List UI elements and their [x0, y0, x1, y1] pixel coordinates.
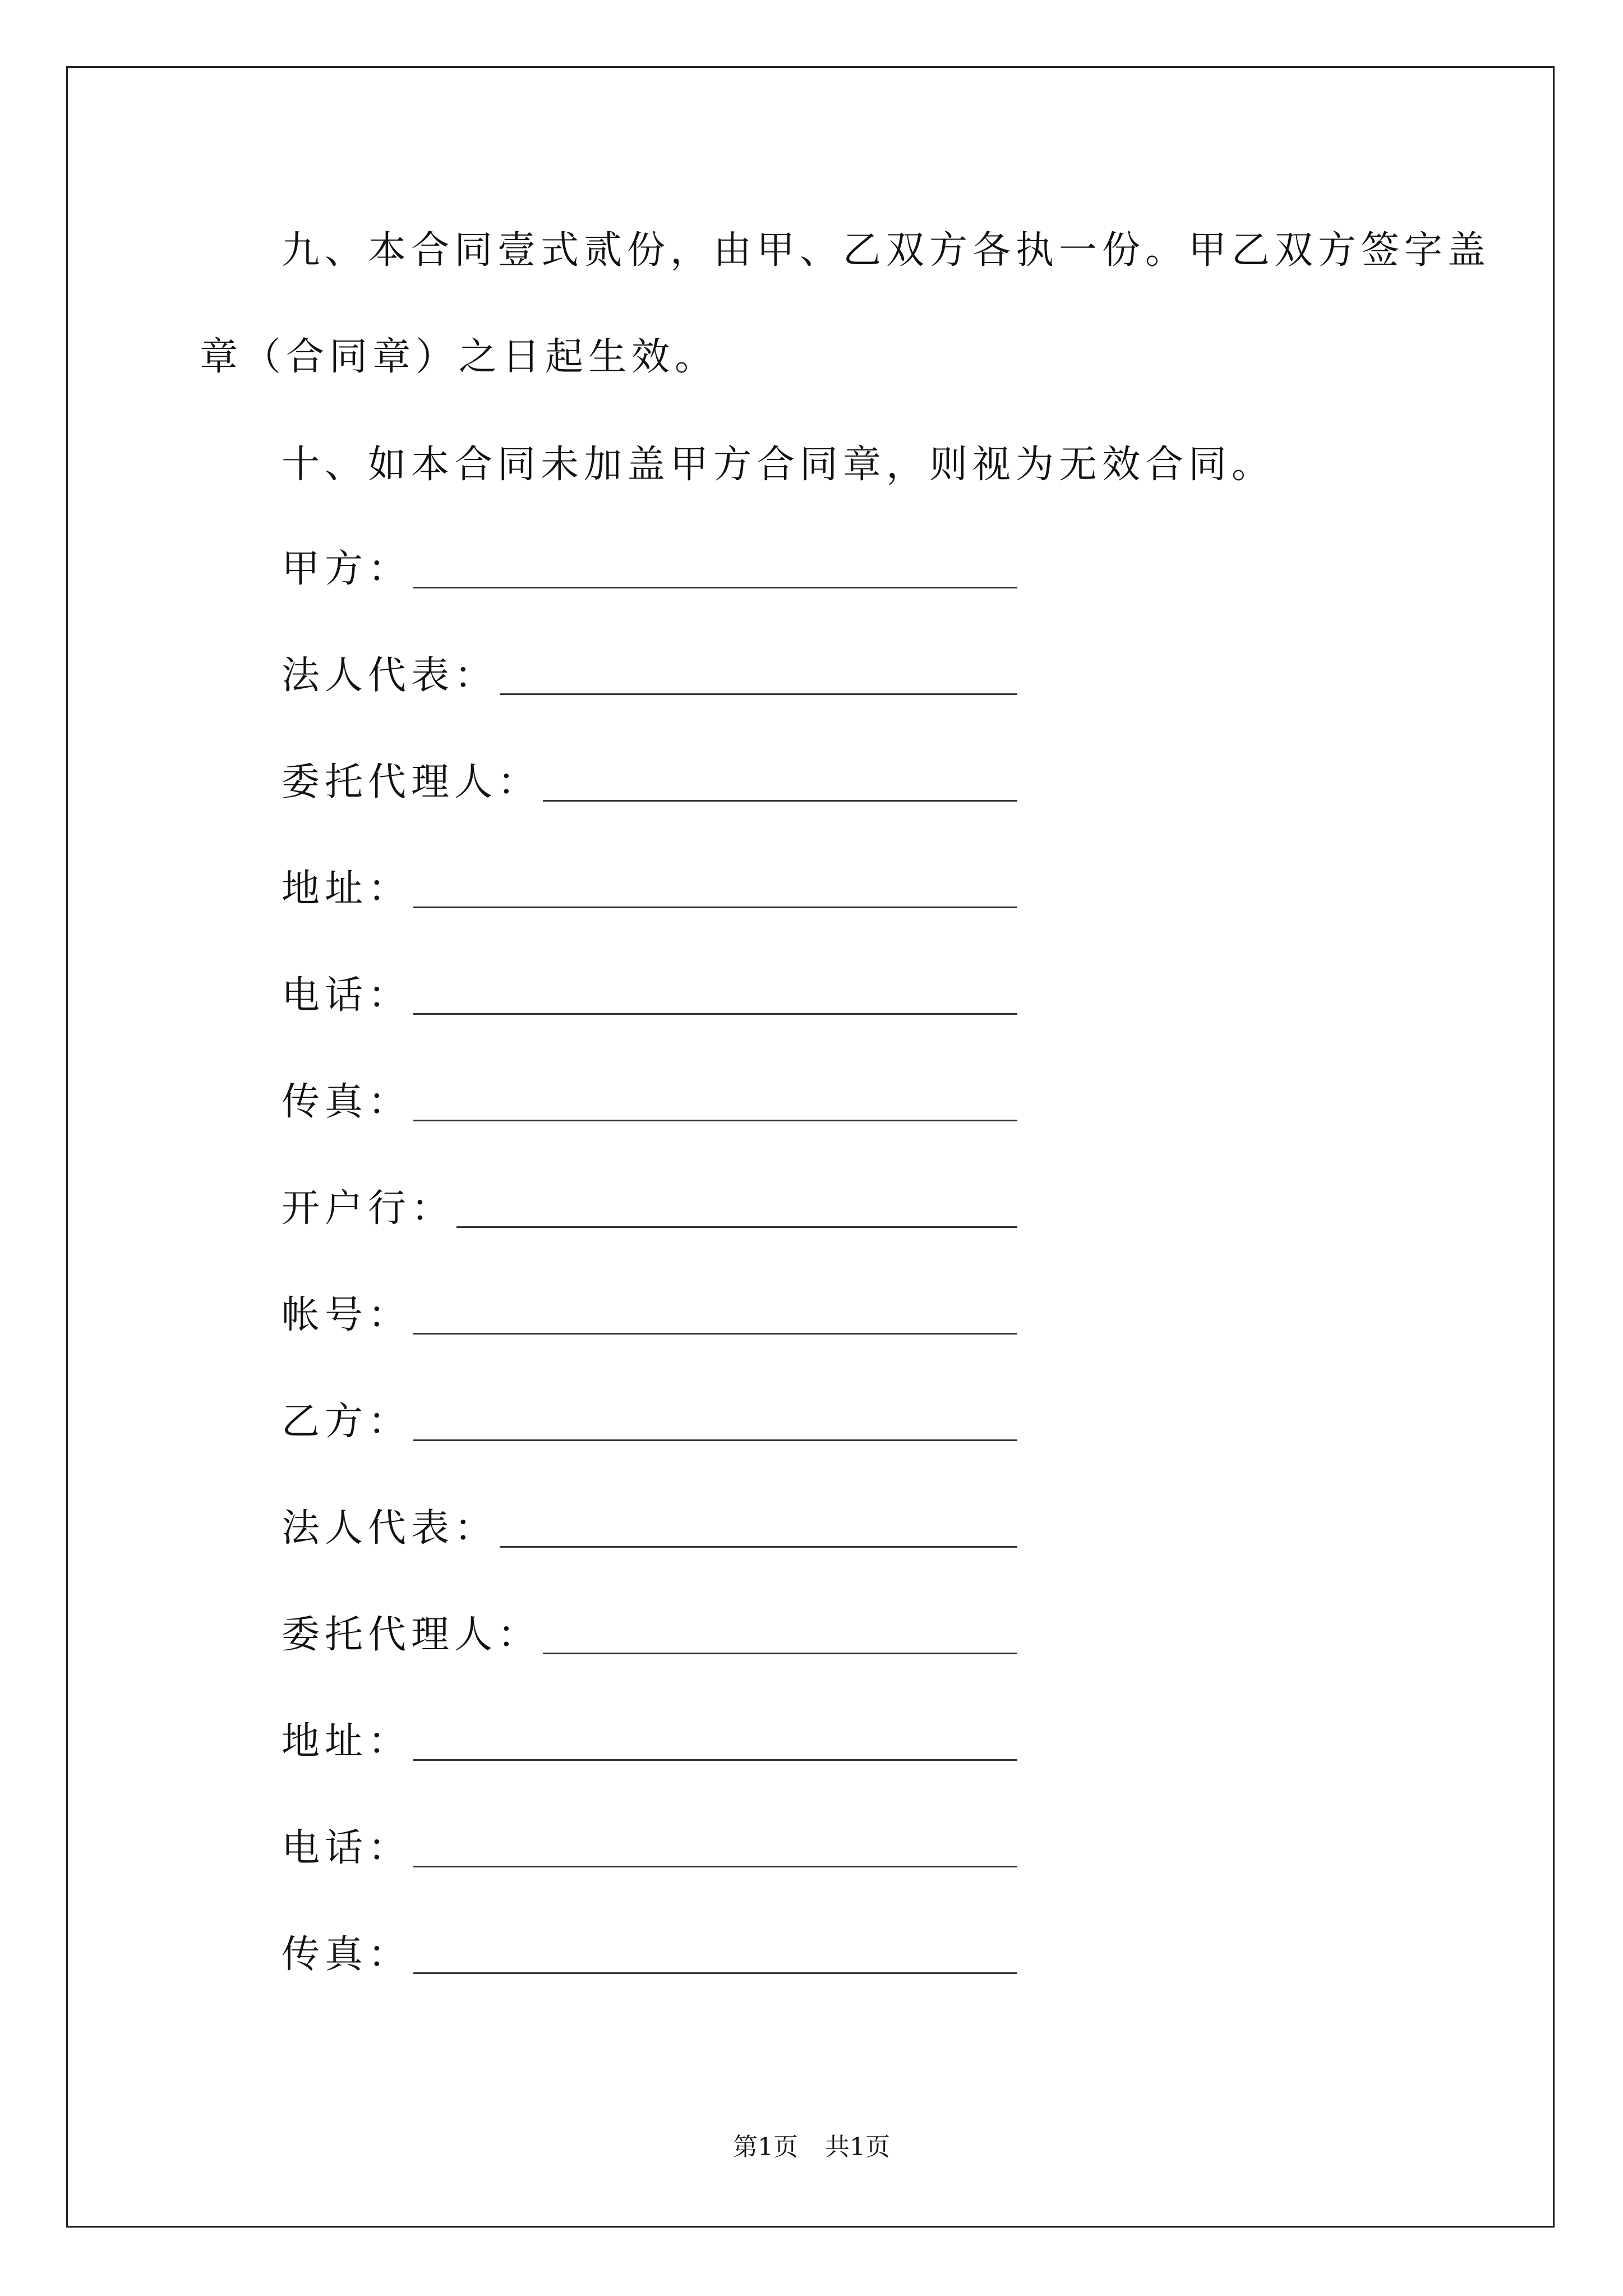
blank-line — [413, 1759, 1017, 1761]
field-label: 甲方： — [282, 547, 412, 591]
party-a-legal-rep-field — [282, 654, 1017, 698]
field-label: 地址： — [282, 1719, 412, 1764]
blank-line — [457, 1226, 1017, 1228]
page-number-current: 第1页 — [733, 2133, 798, 2161]
clause-nine-line-2: 章（合同章）之日起生效。 — [200, 335, 718, 379]
blank-line — [543, 800, 1017, 802]
party-b-legal-rep-field — [282, 1506, 1017, 1551]
page-number-total: 共1页 — [825, 2133, 890, 2161]
blank-line — [413, 587, 1017, 588]
party-a-field — [282, 547, 1017, 592]
blank-line — [413, 1013, 1017, 1015]
party-b-phone-field — [282, 1826, 1017, 1871]
party-a-fax-field — [282, 1080, 1017, 1125]
party-a-account-field — [282, 1293, 1017, 1338]
field-label: 传真： — [282, 1932, 412, 1977]
party-a-phone-field — [282, 973, 1017, 1018]
party-a-agent-field — [282, 760, 1017, 805]
blank-line — [413, 1866, 1017, 1867]
clause-ten: 十、如本合同未加盖甲方合同章，则视为无效合同。 — [282, 443, 1275, 487]
field-label: 法人代表： — [282, 654, 498, 698]
blank-line — [543, 1653, 1017, 1654]
party-b-address-field — [282, 1719, 1017, 1764]
clause-nine-line-1: 九、本合同壹式贰份，由甲、乙双方各执一份。甲乙双方签字盖 — [282, 228, 1491, 273]
field-label: 乙方： — [282, 1400, 412, 1444]
field-label: 传真： — [282, 1080, 412, 1124]
field-label: 开户行： — [282, 1186, 455, 1231]
party-b-field — [282, 1400, 1017, 1444]
blank-line — [500, 693, 1017, 695]
field-label: 电话： — [282, 1826, 412, 1870]
page-border — [66, 66, 1555, 2228]
field-label: 地址： — [282, 867, 412, 911]
party-b-fax-field — [282, 1932, 1017, 1977]
field-label: 电话： — [282, 973, 412, 1018]
party-b-agent-field — [282, 1613, 1017, 1658]
blank-line — [413, 1120, 1017, 1121]
blank-line — [413, 907, 1017, 908]
party-a-bank-field — [282, 1186, 1017, 1231]
field-label: 委托代理人： — [282, 1613, 541, 1657]
field-label: 帐号： — [282, 1293, 412, 1337]
blank-line — [500, 1546, 1017, 1548]
blank-line — [413, 1333, 1017, 1335]
blank-line — [413, 1439, 1017, 1441]
field-label: 委托代理人： — [282, 760, 541, 804]
party-a-address-field — [282, 867, 1017, 912]
page-footer — [0, 2132, 1623, 2163]
blank-line — [413, 1972, 1017, 1974]
field-label: 法人代表： — [282, 1506, 498, 1550]
